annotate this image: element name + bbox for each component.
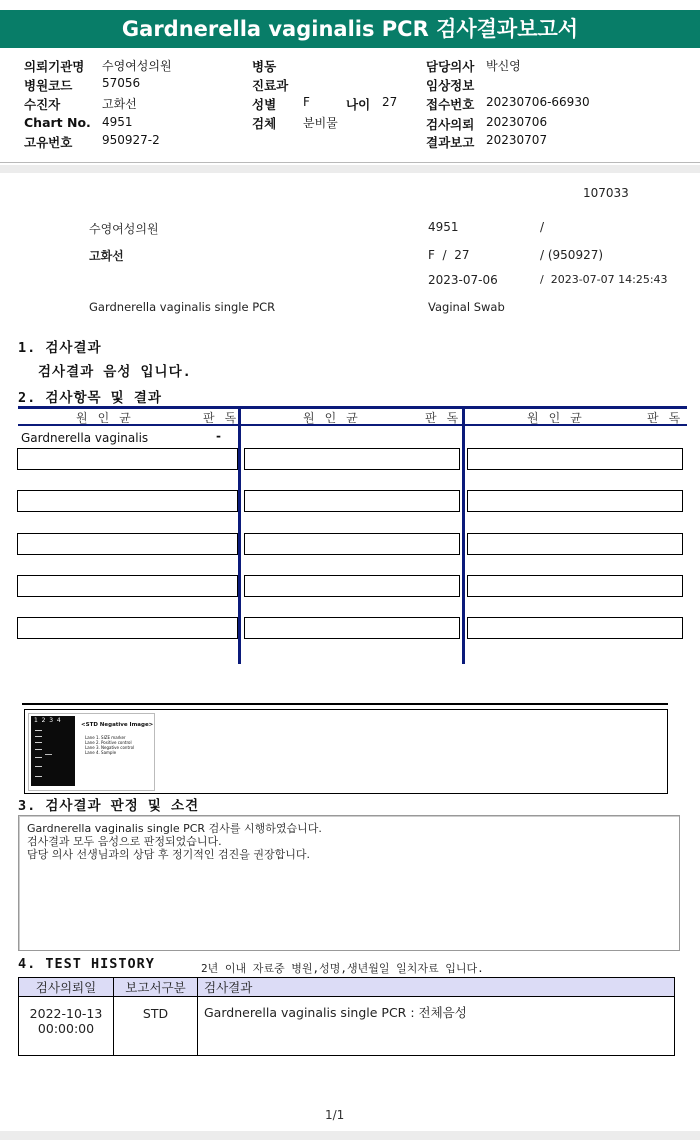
result-box (244, 617, 460, 639)
gel-image-frame (24, 709, 668, 794)
section1-result: 검사결과 음성 입니다. (38, 364, 192, 380)
request-date-value: 20230706 (486, 115, 548, 129)
referring-clinic-value: 수영여성의원 (102, 59, 172, 73)
findings-line: Gardnerella vaginalis single PCR 검사를 시행하였습니다. (27, 822, 322, 835)
doctor-label: 담당의사 (426, 59, 475, 74)
history-header-row (19, 978, 675, 997)
findings-line: 담당 의사 선생님과의 상담 후 정기적인 검진을 권장합니다. (27, 848, 310, 861)
pathogen-result: - (216, 429, 221, 443)
referring-clinic-label: 의뢰기관명 (24, 59, 85, 74)
result-box (467, 490, 683, 512)
accession-no-label: 접수번호 (426, 97, 475, 112)
result-box (244, 575, 460, 597)
gel-legend-lane1: Lane 1. SIZE marker (85, 735, 126, 740)
form-birth: / (950927) (540, 248, 604, 262)
col-pathogen-header-2: 원인균 (303, 411, 368, 425)
history-col-date: 검사의뢰일 (19, 978, 114, 997)
result-box (244, 533, 460, 555)
findings-line: 검사결과 모두 음성으로 판정되었습니다. (27, 835, 222, 848)
gel-image (28, 713, 155, 791)
col-judge-header-2: 판독 (425, 411, 469, 425)
age-label: 나이 (346, 97, 371, 112)
specimen-value: 분비물 (303, 116, 338, 130)
col-pathogen-header-3: 원인균 (527, 411, 592, 425)
result-box (467, 448, 683, 470)
doctor-value: 박신영 (486, 59, 521, 73)
department-label: 진료과 (252, 78, 289, 93)
page-number: 1/1 (325, 1108, 345, 1122)
hospital-code-value: 57056 (102, 76, 141, 90)
col-judge-header-1: 판독 (203, 411, 247, 425)
form-patient: 고화선 (89, 249, 124, 263)
chart-no-label: Chart No. (24, 115, 91, 130)
result-box (467, 533, 683, 555)
request-date-label: 검사의뢰 (426, 117, 475, 132)
section1-title: 1. 검사결과 (18, 340, 102, 356)
section3-title: 3. 검사결과 판정 및 소견 (18, 798, 200, 814)
section4-title: 4. TEST HISTORY (18, 956, 155, 972)
result-box (17, 617, 238, 639)
history-time: 00:00:00 (37, 1021, 95, 1036)
results-column-divider-1 (238, 406, 241, 664)
page-bottom-band (0, 1131, 700, 1140)
form-sex-age: F / 27 (428, 248, 470, 262)
history-type: STD (114, 997, 198, 1056)
hospital-code-label: 병원코드 (24, 78, 73, 93)
gel-title: <STD Negative Image> (81, 722, 154, 728)
form-code: 107033 (583, 186, 629, 200)
col-judge-header-3: 판독 (647, 411, 691, 425)
clinical-info-label: 임상정보 (426, 78, 475, 93)
patient-value: 고화선 (102, 97, 137, 111)
findings-text (27, 822, 322, 861)
history-result: Gardnerella vaginalis single PCR : 전체음성 (198, 997, 675, 1056)
result-box (467, 575, 683, 597)
form-reported-datetime: / 2023-07-07 14:25:43 (540, 273, 668, 286)
report-date-label: 결과보고 (426, 135, 475, 150)
unique-no-label: 고유번호 (24, 135, 73, 150)
gel-legend-lane3: Lane 3. Negative control (85, 745, 135, 750)
section2-title: 2. 검사항목 및 결과 (18, 390, 162, 406)
page-gap (0, 165, 700, 173)
report-title: Gardnerella vaginalis PCR 검사결과보고서 (0, 10, 700, 48)
result-box (17, 575, 238, 597)
result-box (467, 617, 683, 639)
gel-legend-lane4: Lane 4. Sample (85, 750, 117, 755)
history-note: 2년 이내 자료중 병원,성명,생년월일 일치자료 입니다. (201, 962, 484, 975)
form-chart-separator: / (540, 220, 545, 234)
sex-label: 성별 (252, 97, 277, 112)
form-chart: 4951 (428, 220, 459, 234)
pathogen-name: Gardnerella vaginalis (21, 431, 149, 445)
accession-no-value: 20230706-66930 (486, 95, 590, 109)
header-divider (0, 162, 700, 163)
history-col-result: 검사결과 (198, 978, 675, 997)
history-date: 2022-10-13 (29, 1006, 103, 1021)
result-box (244, 490, 460, 512)
result-box (244, 448, 460, 470)
report-date-value: 20230707 (486, 133, 548, 147)
table-row (19, 997, 675, 1056)
history-date-cell (19, 997, 114, 1056)
sex-value: F (303, 95, 310, 109)
specimen-label: 검체 (252, 116, 277, 131)
findings-box (18, 815, 680, 951)
patient-label: 수진자 (24, 97, 61, 112)
result-box (17, 490, 238, 512)
age-value: 27 (382, 95, 398, 109)
form-specimen: Vaginal Swab (428, 300, 505, 314)
form-received-date: 2023-07-06 (428, 273, 498, 287)
result-box (17, 448, 238, 470)
history-table (18, 977, 675, 1056)
form-clinic: 수영여성의원 (89, 222, 159, 236)
gel-lane-numbers: 1 2 3 4 (34, 717, 61, 724)
gel-top-rule (22, 703, 668, 705)
form-test-name: Gardnerella vaginalis single PCR (89, 300, 276, 314)
result-box (17, 533, 238, 555)
unique-no-value: 950927-2 (102, 133, 160, 147)
ward-label: 병동 (252, 59, 277, 74)
gel-legend-lane2: Lane 2. Positive control (85, 740, 132, 745)
col-pathogen-header-1: 원인균 (76, 411, 141, 425)
results-column-divider-2 (462, 406, 465, 664)
chart-no-value: 4951 (102, 115, 133, 129)
gel-photo (31, 716, 75, 786)
history-col-type: 보고서구분 (114, 978, 198, 997)
